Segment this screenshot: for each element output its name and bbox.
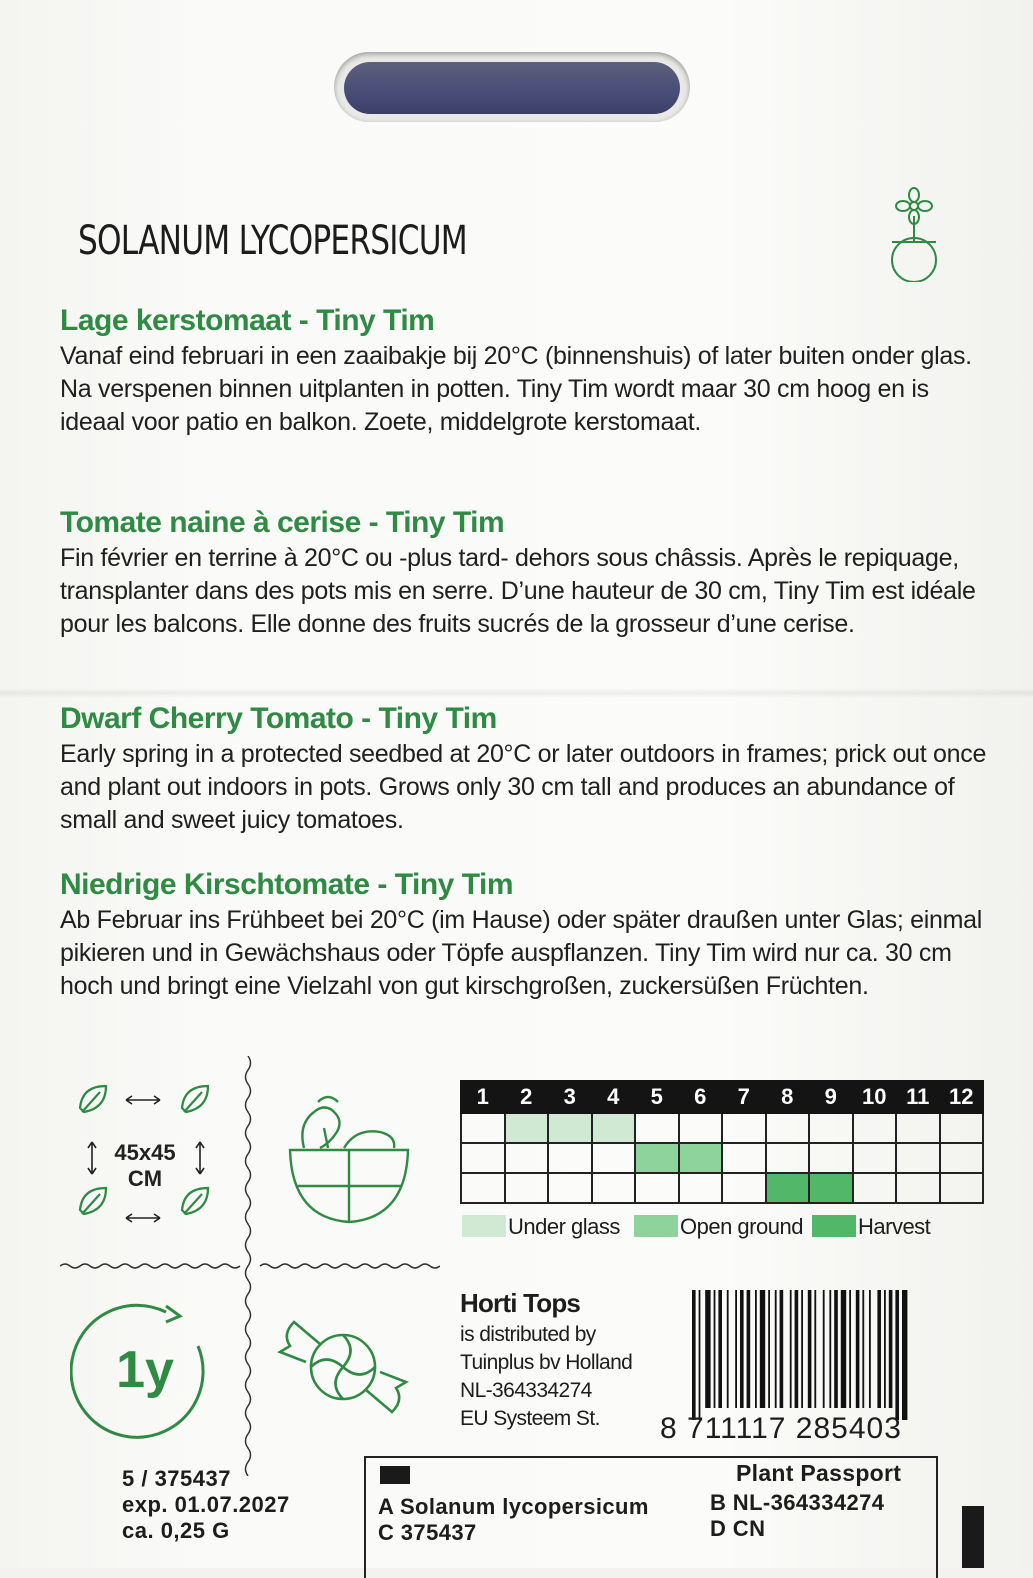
sweet-candy-icon: [276, 1300, 410, 1434]
calendar-cell: [461, 1173, 505, 1203]
hang-hole: [334, 52, 690, 122]
month-label: 6: [679, 1081, 723, 1113]
passport-origin: D CN: [710, 1516, 766, 1541]
barcode-bar: [775, 1290, 777, 1408]
calendar-month-row: [461, 1081, 983, 1113]
barcode-bar: [735, 1290, 737, 1408]
latin-name: SOLANUM LYCOPERSICUM: [78, 218, 467, 264]
barcode-bar: [902, 1290, 907, 1420]
calendar-row-open-ground: [461, 1143, 983, 1173]
distributor-info: [460, 1288, 680, 1433]
barcode-bar: [755, 1290, 757, 1408]
calendar-cell: [505, 1113, 549, 1143]
calendar-legend: [462, 1212, 1002, 1242]
calendar-row-under-glass: [461, 1113, 983, 1143]
barcode-bar: [714, 1290, 716, 1408]
calendar-cell: [635, 1143, 679, 1173]
month-label: 8: [766, 1081, 810, 1113]
calendar-cell: [461, 1113, 505, 1143]
description-nl: [60, 304, 990, 439]
calendar-cell: [809, 1173, 853, 1203]
barcode-bar: [747, 1290, 751, 1408]
legend-label: Open ground: [680, 1214, 803, 1239]
calendar-cell: [896, 1143, 940, 1173]
net-weight: ca. 0,25 G: [122, 1518, 230, 1543]
month-label: 12: [940, 1081, 984, 1113]
calendar-cell: [548, 1173, 592, 1203]
calendar-cell: [853, 1143, 897, 1173]
barcode-bar: [727, 1290, 729, 1408]
spacing-unit: CM: [127, 1166, 163, 1191]
calendar-cell: [766, 1113, 810, 1143]
calendar-cell: [853, 1173, 897, 1203]
container-plant-icon: [284, 1088, 414, 1238]
barcode-bar: [869, 1290, 871, 1408]
description-title: Niedrige Kirschtomate - Tiny Tim: [60, 868, 513, 901]
calendar-cell: [548, 1113, 592, 1143]
calendar-cell: [766, 1143, 810, 1173]
calendar-cell: [722, 1173, 766, 1203]
description-title: Tomate naine à cerise - Tiny Tim: [60, 506, 505, 539]
description-text: Vanaf eind februari in een zaaibakje bij 20°C (binnenshuis) of later buiten onder glas. Na verspenen binnen uitplanten in potten. Tiny Tim wordt maar 30 cm hoog en is ideaal voor patio en balkon. Zoete, middelgrote kerstomaat.: [60, 342, 972, 436]
eu-flag-icon: [380, 1466, 410, 1484]
calendar-cell: [896, 1113, 940, 1143]
barcode-bar: [823, 1290, 825, 1408]
lot-number: 5 / 375437: [122, 1466, 231, 1491]
calendar-cell: [766, 1173, 810, 1203]
barcode-bar: [795, 1290, 799, 1408]
plant-passport: [364, 1456, 938, 1578]
barcode-bar: [841, 1290, 846, 1408]
month-label: 10: [853, 1081, 897, 1113]
calendar-cell: [853, 1113, 897, 1143]
barcode-bar: [801, 1290, 803, 1408]
calendar-cell: [679, 1113, 723, 1143]
calendar-cell: [722, 1143, 766, 1173]
legend-swatch-harvest: [812, 1215, 856, 1237]
spacing-value: 45x45: [114, 1140, 176, 1165]
distributor-line: EU Systeem St.: [460, 1407, 600, 1430]
brand-name: Horti Tops: [460, 1288, 581, 1318]
sowing-calendar: [460, 1080, 984, 1204]
legend-label: Under glass: [508, 1214, 620, 1239]
calendar-cell: [896, 1173, 940, 1203]
plant-spacing-label: [100, 1140, 190, 1192]
barcode-bar: [790, 1290, 792, 1408]
description-de: [60, 868, 990, 1003]
month-label: 2: [505, 1081, 549, 1113]
barcode: [690, 1290, 980, 1420]
barcode-bar: [895, 1290, 899, 1420]
calendar-cell: [592, 1113, 636, 1143]
barcode-bar: [856, 1290, 860, 1408]
barcode-bar: [740, 1290, 744, 1408]
lifecycle-label: 1y: [116, 1341, 174, 1399]
barcode-bar: [862, 1290, 864, 1408]
calendar-cell: [635, 1173, 679, 1203]
month-label: 1: [461, 1081, 505, 1113]
passport-botanical-name: A Solanum lycopersicum: [378, 1494, 649, 1519]
calendar-cell: [679, 1173, 723, 1203]
wavy-divider: [60, 1262, 440, 1270]
description-fr: [60, 506, 990, 641]
calendar-row-harvest: [461, 1173, 983, 1203]
distributor-line: is distributed by: [460, 1323, 596, 1346]
barcode-bar: [849, 1290, 851, 1408]
description-title: Lage kerstomaat - Tiny Tim: [60, 304, 435, 337]
barcode-bar: [834, 1290, 838, 1408]
barcode-bar: [884, 1290, 886, 1408]
calendar-cell: [548, 1143, 592, 1173]
calendar-cell: [722, 1113, 766, 1143]
calendar-cell: [635, 1113, 679, 1143]
fold-line: [0, 688, 1033, 698]
legend-swatch-open-ground: [634, 1215, 678, 1237]
month-label: 3: [548, 1081, 592, 1113]
passport-registration: B NL-364334274: [710, 1490, 885, 1515]
description-text: Early spring in a protected seedbed at 20°C or later outdoors in frames; prick out once and plant out indoors in pots. Grows only 30 cm tall and produces an abundance of small and sweet juicy tomatoes.: [60, 740, 987, 834]
barcode-bar: [889, 1290, 893, 1408]
edge-mark: [962, 1506, 984, 1568]
lot-info: [122, 1466, 290, 1544]
passport-traceability: C 375437: [378, 1520, 477, 1545]
potted-flower-icon: [884, 186, 944, 282]
expiry-date: exp. 01.07.2027: [122, 1492, 290, 1517]
calendar-cell: [592, 1143, 636, 1173]
calendar-cell: [940, 1173, 984, 1203]
barcode-bar: [780, 1290, 784, 1408]
description-en: [60, 702, 990, 837]
barcode-number: 8 711117 285403: [660, 1412, 902, 1445]
barcode-bar: [829, 1290, 831, 1408]
calendar-cell: [505, 1143, 549, 1173]
calendar-cell: [592, 1173, 636, 1203]
calendar-cell: [809, 1113, 853, 1143]
month-label: 4: [592, 1081, 636, 1113]
month-label: 5: [635, 1081, 679, 1113]
calendar-cell: [505, 1173, 549, 1203]
month-label: 11: [896, 1081, 940, 1113]
barcode-bar: [692, 1290, 696, 1420]
description-text: Ab Februar ins Frühbeet bei 20°C (im Hause) oder später draußen unter Glas; einmal pikieren und in Gewächshaus oder Töpfe auspflanzen. Tiny Tim wird nur ca. 30 cm hoch und bringt eine Vielzahl von gut kirschgroßen, zuckersüßen Früchten.: [60, 906, 982, 1000]
month-label: 9: [809, 1081, 853, 1113]
calendar-cell: [679, 1143, 723, 1173]
passport-title: Plant Passport: [736, 1460, 902, 1486]
barcode-bar: [718, 1290, 722, 1408]
barcode-bar: [814, 1290, 816, 1408]
calendar-cell: [940, 1113, 984, 1143]
description-text: Fin février en terrine à 20°C ou -plus tard- dehors sous châssis. Après le repiquage, transplanter dans des pots mis en serre. D’une hauteur de 30 cm, Tiny Tim est idéale pour les balcons. Elle donne des fruits sucrés de la grosseur d’une cerise.: [60, 544, 976, 638]
barcode-bar: [768, 1290, 770, 1408]
description-title: Dwarf Cherry Tomato - Tiny Tim: [60, 702, 497, 735]
barcode-bar: [705, 1290, 710, 1408]
barcode-bar: [808, 1290, 812, 1408]
calendar-cell: [809, 1143, 853, 1173]
distributor-line: NL-364334274: [460, 1379, 592, 1402]
legend-label: Harvest: [858, 1214, 931, 1239]
barcode-bar: [877, 1290, 881, 1408]
calendar-cell: [940, 1143, 984, 1173]
barcode-bar: [760, 1290, 765, 1408]
legend-swatch-under-glass: [462, 1215, 506, 1237]
calendar-cell: [461, 1143, 505, 1173]
month-label: 7: [722, 1081, 766, 1113]
barcode-bar: [699, 1290, 701, 1420]
distributor-line: Tuinplus bv Holland: [460, 1351, 633, 1374]
